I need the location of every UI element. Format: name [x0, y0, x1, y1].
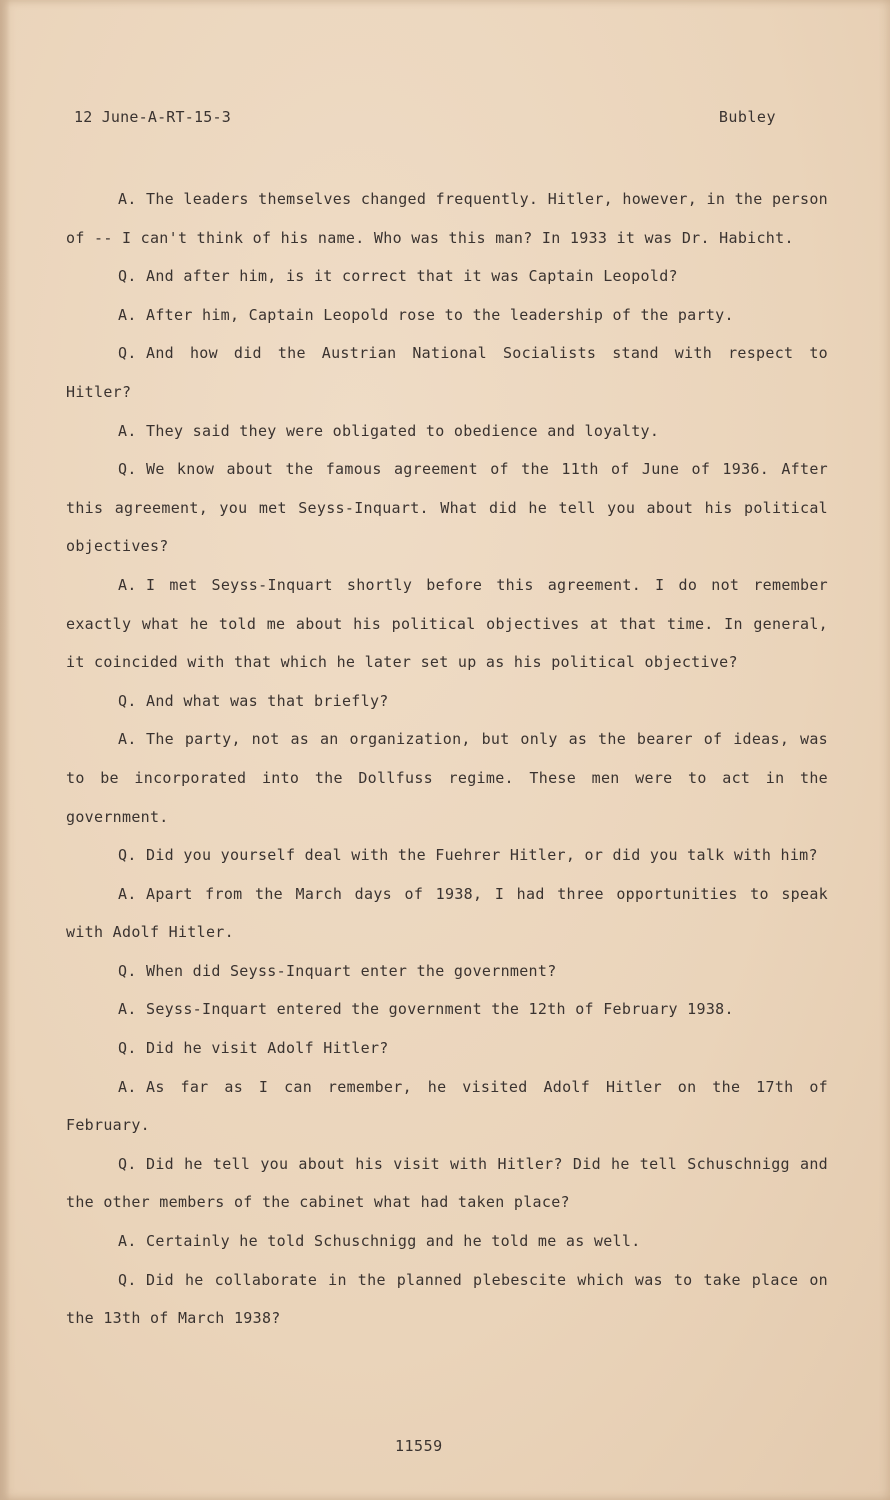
speaker-label: A. — [118, 730, 137, 749]
transcript-paragraph — [66, 952, 828, 991]
speaker-label: Q. — [118, 1039, 137, 1058]
speaker-label: Q. — [118, 460, 137, 479]
transcript-paragraph — [66, 682, 828, 721]
paragraph-text: And how did the Austrian National Socialists stand with respect to Hitler? — [66, 344, 828, 401]
paragraph-text: And what was that briefly? — [146, 691, 389, 710]
paragraph-text: Did he collaborate in the planned plebescite which was to take place on the 13th of March 1938? — [66, 1270, 828, 1328]
paragraph-text: Apart from the March days of 1938, I had three opportunities to speak with Adolf Hitler. — [66, 884, 828, 942]
paragraph-text: The party, not as an organization, but only as the bearer of ideas, was to be incorporated into the Dollfuss regime. These men were to act in the government. — [66, 730, 828, 826]
speaker-label: A. — [118, 884, 137, 903]
transcript-paragraph — [66, 334, 828, 411]
transcript-paragraph — [66, 450, 828, 566]
transcript-paragraph — [66, 720, 828, 836]
transcript-paragraph — [66, 990, 828, 1029]
speaker-label: Q. — [118, 1154, 137, 1173]
paragraph-text: When did Seyss-Inquart enter the government? — [146, 961, 557, 980]
transcript-paragraph — [66, 1029, 828, 1068]
paragraph-text: After him, Captain Leopold rose to the leadership of the party. — [146, 305, 734, 324]
paragraph-text: The leaders themselves changed frequently. Hitler, however, in the person of -- I can't think of his name. Who was this man? In 1933 it was Dr. Habicht. — [66, 190, 828, 247]
speaker-label: Q. — [118, 1270, 137, 1289]
transcript-paragraph — [66, 836, 828, 875]
paragraph-text: And after him, is it correct that it was Captain Leopold? — [146, 267, 678, 286]
speaker-label: Q. — [118, 344, 137, 363]
paragraph-text: Did you yourself deal with the Fuehrer Hitler, or did you talk with him? — [146, 846, 818, 865]
speaker-label: A. — [118, 1077, 137, 1096]
transcript-paragraph — [66, 1068, 828, 1145]
transcript-paragraph — [66, 1222, 828, 1261]
speaker-label: A. — [118, 421, 137, 440]
speaker-label: A. — [118, 575, 137, 594]
paragraph-text: We know about the famous agreement of the 11th of June of 1936. After this agreement, you met Seyss-Inquart. What did he tell you about his political objectives? — [66, 460, 828, 556]
paragraph-text: As far as I can remember, he visited Adolf Hitler on the 17th of February. — [66, 1077, 828, 1135]
transcript-paragraph — [66, 412, 828, 451]
transcript-body — [66, 180, 828, 1338]
transcript-paragraph — [66, 1145, 828, 1222]
speaker-label: Q. — [118, 267, 137, 286]
speaker-label: Q. — [118, 961, 137, 980]
paragraph-text: Did he visit Adolf Hitler? — [146, 1039, 389, 1058]
transcript-paragraph — [66, 296, 828, 335]
paragraph-text: Did he tell you about his visit with Hitler? Did he tell Schuschnigg and the other members of the cabinet what had taken place? — [66, 1154, 828, 1212]
paragraph-text: Seyss-Inquart entered the government the 12th of February 1938. — [146, 1000, 734, 1019]
transcript-paragraph — [66, 875, 828, 952]
transcript-paragraph — [66, 257, 828, 296]
transcript-paragraph — [66, 1261, 828, 1338]
paragraph-text: Certainly he told Schuschnigg and he told me as well. — [146, 1232, 641, 1251]
paragraph-text: I met Seyss-Inquart shortly before this agreement. I do not remember exactly what he told me about his political objectives at that time. In general, it coincided with that which he later set up as his political objective? — [66, 575, 828, 672]
document-author: Bubley — [718, 108, 776, 126]
page-number: 11559 — [395, 1437, 443, 1455]
speaker-label: A. — [118, 305, 137, 324]
speaker-label: A. — [118, 1000, 137, 1019]
paragraph-text: They said they were obligated to obedience and loyalty. — [146, 421, 660, 440]
speaker-label: A. — [118, 190, 137, 208]
speaker-label: A. — [118, 1232, 137, 1251]
transcript-paragraph — [66, 180, 828, 257]
transcript-paragraph — [66, 566, 828, 682]
speaker-label: Q. — [118, 691, 137, 710]
speaker-label: Q. — [118, 846, 137, 865]
page-edge-shadow — [0, 0, 10, 1500]
document-reference: 12 June-A-RT-15-3 — [74, 108, 231, 126]
